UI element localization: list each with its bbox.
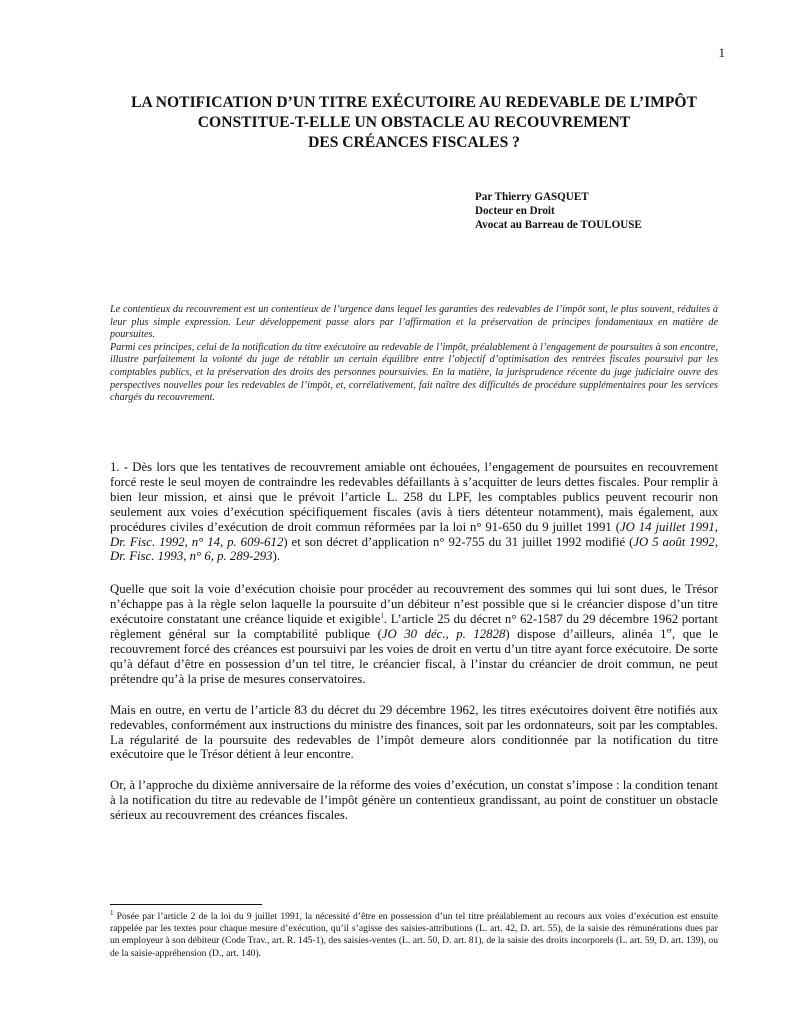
paragraph-text: . L’article 25 du décret n° 62-1587 du 29 décembre 1962 portant règlement général sur la comptabilité publique (: [110, 612, 718, 642]
author-block: [475, 190, 735, 232]
abstract-paragraph-1: Le contentieux du recouvrement est un contentieux de l’urgence dans lequel les garanties des redevables de l’impôt sont, le plus souvent, réduites à leur plus simple expression. Leur développement passe alors par l’affirmation et la préservation de principes fondamentaux en matière de poursuites.: [110, 304, 718, 341]
title-line-3: DES CRÉANCES FISCALES ?: [308, 134, 520, 151]
footnote-number: 1: [110, 908, 114, 917]
paragraph-text: ) dispose d’ailleurs, alinéa 1: [505, 627, 667, 642]
paragraph-text: ) et son décret d’application n° 92-755 du 31 juillet 1992 modifié (: [283, 534, 634, 549]
document-title: [110, 93, 718, 153]
author-affiliation: Avocat au Barreau de TOULOUSE: [475, 219, 642, 231]
footnote-text: Posée par l’article 2 de la loi du 9 juillet 1991, la nécessité d’être en possession d’un tel titre préalablement au recours aux voies d’exécution est ensuite rappelée par les textes pour chaque mesure d’exécution, qu’il s’agisse des saisies-attributions (L. art. 42, D. art. 55), de la saisie des rémunérations dues par un employeur à son débiteur (Code Trav., art. R. 145-1), des saisies-ventes (L. art. 50, D. art. 81), de la saisie des droits incorporels (L. art. 59, D. art. 139), ou de la saisie-appréhension (D., art. 140).: [110, 911, 718, 959]
ordinal-superscript: er: [666, 626, 673, 635]
author-name: Par Thierry GASQUET: [475, 191, 589, 203]
body-paragraph-2: [110, 582, 718, 686]
abstract-paragraph-2: Parmi ces principes, celui de la notification du titre exécutoire au redevable de l’impôt, préalablement à l’engagement de poursuites à son encontre, illustre parfaitement la volonté du juge de rétablir un certain équilibre entre l’objectif d’optimisation des rentrées fiscales poursuivi par les comptables publics, et la préservation des droits des personnes poursuivies. En la matière, la jurisprudence récente du juge judiciaire ouvre des perspectives nouvelles pour les redevables de l’impôt, et, corrélativement, fait naître des difficultés de procédure supplémentaires pour les services chargés du recouvrement.: [110, 341, 718, 404]
journal-reference: JO 14 juillet 1991, Dr. Fisc. 1992, n° 14, p. 609-612: [110, 519, 718, 549]
paragraph-text: ).: [272, 549, 281, 564]
footnote-separator: [110, 904, 262, 905]
body-paragraph-1: [110, 460, 718, 564]
body-paragraph-3: Mais en outre, en vertu de l’article 83 du décret du 29 décembre 1962, les titres exécutoires doivent être notifiés aux redevables, conformément aux instructions du ministre des finances, soit par les ordonnateurs, soit par les comptables. La régularité de la poursuite des redevables de l’impôt demeure alors conditionnée par la notification du titre exécutoire que le Trésor détient à leur encontre.: [110, 702, 718, 762]
body-paragraph-4: Or, à l’approche du dixième anniversaire de la réforme des voies d’exécution, un constat s’impose : la condition tenant à la notification du titre au redevable de l’impôt génère un contentieux grandissant, au point de constituer un obstacle sérieux au recouvrement des créances fiscales.: [110, 778, 718, 823]
paragraph-text: 1. - Dès lors que les tentatives de recouvrement amiable ont échouées, l’engagement de poursuites en recouvrement forcé reste le seul moyen de contraindre les redevables défaillants à s’acquitter de leurs dettes fiscales. Pour remplir à bien leur mission, et ainsi que le prévoit l’article L. 258 du LPF, les comptables publics peuvent recourir non seulement aux voies d’exécution spécifiquement fiscales (avis à tiers détenteur notamment), mais également, aux procédures civiles d’exécution de droit commun réformées par la loi n° 91-650 du 9 juillet 1991 (: [110, 460, 718, 534]
journal-reference: JO 5 août 1992, Dr. Fisc. 1993, n° 6, p. 289-293: [110, 534, 719, 564]
footnote-reference[interactable]: 1: [380, 611, 384, 620]
title-line-2: CONSTITUE-T-ELLE UN OBSTACLE AU RECOUVREMENT: [197, 114, 631, 131]
paragraph-text: , que le recouvrement forcé des créances est poursuivi par les voies de droit en vertu d’un titre ayant force exécutoire. De sorte qu’à défaut d’être en possession d’un tel titre, le créancier fiscal, à l’instar du créancier de droit commun, ne peut prétendre qu’à la prise de mesures conservatoires.: [110, 627, 718, 686]
title-line-1: LA NOTIFICATION D’UN TITRE EXÉCUTOIRE AU REDEVABLE DE L’IMPÔT: [131, 94, 697, 111]
body-text: [110, 460, 718, 839]
author-degree: Docteur en Droit: [475, 205, 555, 217]
paragraph-text: Quelle que soit la voie d’exécution choisie pour procéder au recouvrement des sommes qui lui sont dues, le Trésor n’échappe pas à la règle selon laquelle la poursuite d’un débiteur n’est possible que si le créancier dispose d’un titre exécutoire constatant une créance liquide et exigible: [110, 582, 718, 627]
abstract: [110, 304, 718, 405]
journal-reference: JO 30 déc., p. 12828: [381, 627, 506, 642]
footnote: [110, 908, 718, 960]
page-number: 1: [718, 45, 725, 60]
